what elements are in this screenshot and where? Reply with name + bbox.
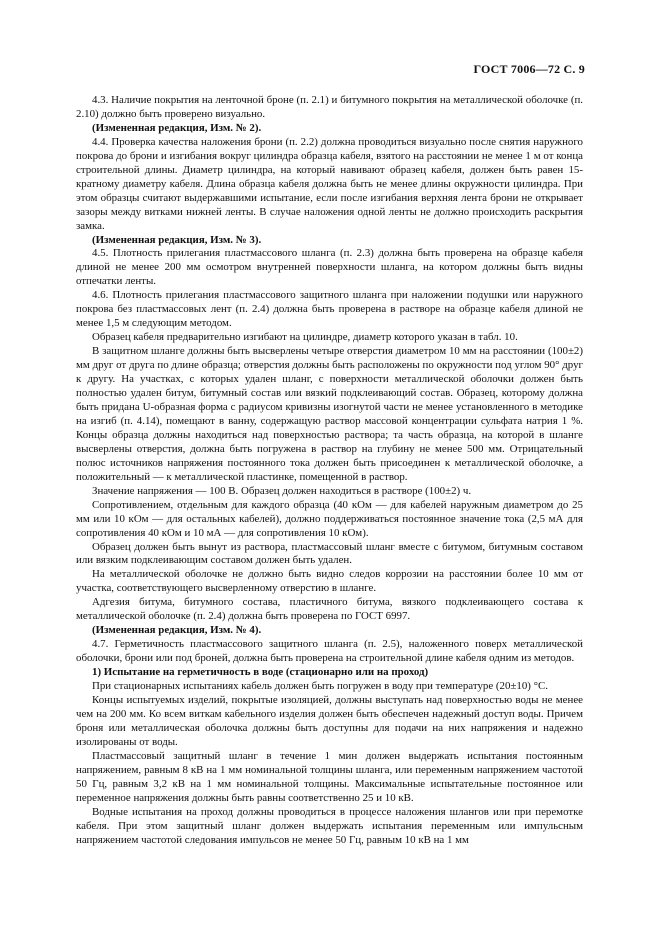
paragraph: Водные испытания на проход должны проводиться в процессе наложения шлангов или при перемотке кабеля. При этом защитный шланг должен выдержать испытания переменным или импульсным напряжением частотой следования импульсов не менее 50 Гц, равным 10 кВ на 1 мм — [76, 805, 583, 846]
paragraph: Пластмассовый защитный шланг в течение 1 мин должен выдержать испытания постоянным напряжением, равным 8 кВ на 1 мм номинальной толщины шланга, или переменным напряжением частотой 50 Гц, равным 3,2 кВ на 1 мм номинальной толщины. Максимальные испытательные постоянное или переменное напряжения должны быть равны соответственно 25 и 10 кВ. — [76, 749, 583, 804]
paragraph: Адгезия битума, битумного состава, пластичного битума, вязкого подклеивающего состава к металлической оболочке (п. 2.4) должна быть проверена по ГОСТ 6997. — [76, 596, 583, 623]
paragraph: Образец должен быть вынут из раствора, пластмассовый шланг вместе с битумом, битумным составом или вязким подклеивающим составом должен быть удален. — [76, 540, 583, 567]
paragraph: Концы испытуемых изделий, покрытые изоляцией, должны выступать над поверхностью воды не менее чем на 200 мм. Ко всем виткам кабельного изделия должен быть обеспечен надежный доступ воды. Причем броня или металлическая оболочка должны быть доступны для подачи на них напряжения и надежно изолированы от воды. — [76, 693, 583, 748]
amendment-note: (Измененная редакция, Изм. № 2). — [92, 121, 262, 134]
paragraph: 4.5. Плотность прилегания пластмассового шланга (п. 2.3) должна быть проверена на образце кабеля длиной не менее 200 мм осмотром внутренней поверхности шланга, на котором должны быть видны отпечатки ленты. — [76, 247, 583, 288]
paragraph: При стационарных испытаниях кабель должен быть погружен в воду при температуре (20±10) °С. — [92, 680, 548, 693]
paragraph: На металлической оболочке не должно быть видно следов коррозии на расстоянии более 10 мм от участка, соответствующего высверленному отверстию в шланге. — [76, 568, 583, 595]
amendment-note: (Измененная редакция, Изм. № 4). — [92, 624, 262, 637]
page-header: ГОСТ 7006—72 С. 9 — [473, 62, 585, 76]
amendment-note: (Измененная редакция, Изм. № 3). — [92, 233, 262, 246]
document-body — [76, 94, 583, 847]
paragraph: 4.3. Наличие покрытия на ленточной броне (п. 2.1) и битумного покрытия на металлической оболочке (п. 2.10) должно быть проверено визуально. — [76, 94, 583, 120]
paragraph: Образец кабеля предварительно изгибают на цилиндре, диаметр которого указан в табл. 10. — [92, 331, 518, 344]
subsection-heading: 1) Испытание на герметичность в воде (стационарно или на проход) — [92, 666, 429, 679]
paragraph: 4.7. Герметичность пластмассового защитного шланга (п. 2.5), наложенного поверх металлической оболочки, брони или под броней, должна быть проверена на строительной длине кабеля одним из методов. — [76, 638, 583, 665]
paragraph: В защитном шланге должны быть высверлены четыре отверстия диаметром 10 мм на расстоянии (100±2) мм друг от друга по длине образца; отверстия должны быть расположены по окружности под углом 90° друг к другу. На участках, с которых удален шланг, с поверхности металлической оболочки должен быть полностью удален битум, битумный состав или вязкий подклеивающий состав. Образец, которому должна быть придана U-образная форма с радиусом кривизны изогнутой части не менее установленного в методике на изгиб (п. 4.14), помещают в ванну, содержащую раствор массовой концентрации сульфата натрия 1 %. Концы образца должны находиться над поверхностью раствора; та часть образца, на которой в шланге высверлены отверстия, должна быть погружена в раствор на глубину не менее 500 мм. Отрицательный полюс источников напряжения постоянного тока должен быть присоединен к металлической оболочке, а положительный — к металлической пластинке, помещенной в раствор. — [76, 345, 583, 483]
paragraph: Значение напряжения — 100 В. Образец должен находиться в растворе (100±2) ч. — [92, 484, 472, 497]
paragraph: Сопротивлением, отдельным для каждого образца (40 кОм — для кабелей наружным диаметром до 25 мм или 10 кОм — для остальных кабелей), должно поддерживаться постоянное значение тока (2,5 мА для сопротивления 40 кОм и 10 мА — для сопротивления 10 кОм). — [76, 498, 583, 539]
paragraph: 4.6. Плотность прилегания пластмассового защитного шланга при наложении подушки или наружного покрова без пластмассовых лент (п. 2.4) должна быть проверена в растворе на образце кабеля длиной не менее 1,5 м следующим методом. — [76, 289, 583, 330]
paragraph: 4.4. Проверка качества наложения брони (п. 2.2) должна проводиться визуально после снятия наружного покрова до брони и изгибания вокруг цилиндра образца кабеля, взятого на расстоянии не менее 1 м от конца строительной длины. Диаметр цилиндра, на который навивают образец кабеля, должен быть равен 15-кратному диаметру кабеля. Длина образца кабеля должна быть не менее длины окружности цилиндра. При этом образцы считают выдержавшими испытание, если после изгибания верхняя лента брони не открывает зазоры между витками нижней ленты. В случае наложения одной ленты не должно происходить раскрытия замка. — [76, 135, 583, 232]
